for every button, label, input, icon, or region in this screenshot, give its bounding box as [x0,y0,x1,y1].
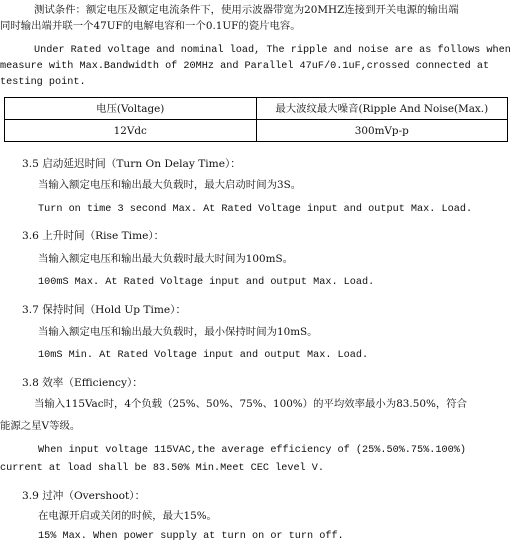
section-3-8-en-line2: current at load shall be 83.50% Min.Meet CEC level V. [0,463,325,474]
test-condition-en-line2: measure with Max.Bandwidth of 20MHz and Parallel 47uF/0.1uF,crossed connected at [0,61,490,72]
section-3-8-heading: 3.8 效率（Efficiency）： [22,377,143,389]
section-3-9-en: 15% Max. When power supply at turn on or turn off. [38,531,344,542]
table-header-voltage: 电压(Voltage) [5,98,257,120]
table-row [5,120,508,142]
table-header-ripple: 最大波纹最大噪音(Ripple And Noise(Max.) [256,98,508,120]
test-condition-cn-line1: 测试条件：额定电压及额定电流条件下，使用示波器带宽为20MHZ连接到开关电源的输出端 [34,4,459,16]
test-condition-cn-line2: 同时输出端并联一个47UF的电解电容和一个0.1UF的瓷片电容。 [0,20,301,32]
section-3-7-en: 10mS Min. At Rated Voltage input and output Max. Load. [38,350,369,361]
section-3-8-cn-line2: 能源之星V等级。 [0,420,81,432]
test-condition-en-line1: Under Rated voltage and nominal load, The ripple and noise are as follows when [34,45,511,56]
section-3-5-heading: 3.5 启动延迟时间（Turn On Delay Time）： [22,158,241,170]
table-header-row [5,98,508,120]
section-3-6-heading: 3.6 上升时间（Rise Time）： [22,230,165,242]
section-3-8-en-line1: When input voltage 115VAC,the average efficiency of (25%.50%.75%.100%) [38,445,466,456]
section-3-8-cn-line1: 当输入115Vac时，4个负载（25%、50%、75%、100%）的平均效率最小为83.50%，符合 [34,398,467,410]
test-condition-en-line3: testing point. [0,77,86,88]
table-cell-voltage: 12Vdc [5,120,257,142]
section-3-9-cn: 在电源开启或关闭的时候，最大15%。 [38,510,217,522]
table-cell-ripple: 300mVp-p [256,120,508,142]
section-3-7-cn: 当输入额定电压和输出最大负载时，最小保持时间为10mS。 [38,326,318,338]
section-3-6-en: 100mS Max. At Rated Voltage input and output Max. Load. [38,277,375,288]
section-3-9-heading: 3.9 过冲（Overshoot）： [22,490,146,502]
section-3-6-cn: 当输入额定电压和输出最大负载时最大时间为100mS。 [38,253,294,265]
section-3-5-en: Turn on time 3 second Max. At Rated Voltage input and output Max. Load. [38,204,473,215]
section-3-5-cn: 当输入额定电压和输出最大负载时，最大启动时间为3S。 [38,179,302,191]
ripple-noise-table [4,97,508,142]
section-3-7-heading: 3.7 保持时间（Hold Up Time）： [22,304,187,316]
